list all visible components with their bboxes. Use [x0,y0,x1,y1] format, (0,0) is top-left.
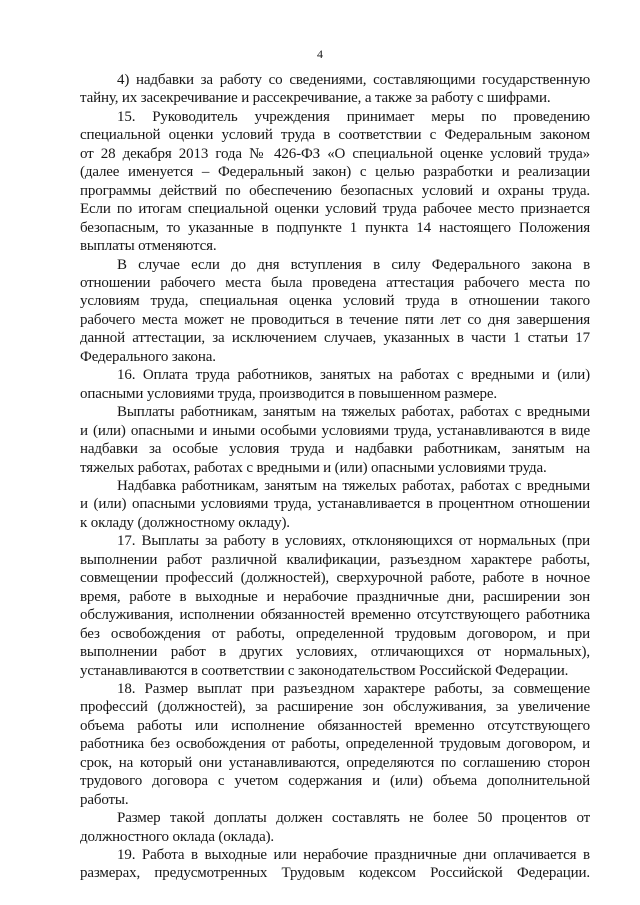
text-line: совмещении профессий (должностей), сверхурочной работе, работе в ночное [80,570,590,587]
text-line: надбавки за особые условия труда и надбавки работникам, занятым на [80,441,590,458]
text-line: данной аттестации, за исключением случаев, указанных в части 1 статьи 17 [80,330,590,347]
text-line: от 28 декабря 2013 года № 426-ФЗ «О специальной оценке условий труда» [80,145,590,162]
text-line: условиям труда, специальная оценка условий труда в отношении такого [80,293,590,310]
text-line: трудового договора с учетом содержания и (или) объема дополнительной [80,773,590,790]
text-line: устанавливаются в соответствии с законодательством Российской Федерации. [80,662,569,679]
text-line: 16. Оплата труда работников, занятых на работах с вредными и (или) [117,367,590,384]
text-line: и (или) опасными и иными особыми условиями труда, устанавливаются в виде [80,422,590,439]
text-line: обслуживания, исполнении обязанностей временно отсутствующего работника [80,607,590,624]
text-line: рабочего места может не проводиться в течение пяти лет со дня завершения [80,311,590,328]
text-line: работы. [80,791,129,808]
text-line: Выплаты работникам, занятым на тяжелых работах, работах с вредными [117,404,590,421]
text-line: и (или) опасными условиями труда, устанавливается в процентном отношении [80,496,590,513]
text-line: размерах, предусмотренных Трудовым кодексом Российской Федерации. [80,865,590,882]
text-line: 4) надбавки за работу со сведениями, составляющими государственную [117,72,590,88]
text-line: 19. Работа в выходные или нерабочие праздничные дни оплачивается в [117,847,590,864]
text-line: профессий (должностей), за расширение зон обслуживания, за увеличение [80,699,590,716]
text-line: объема работы или исполнение обязанностей временно отсутствующего [80,717,590,734]
page-number: 4 [317,47,323,61]
text-line: выполнении работ в других условиях, отличающихся от нормальных), [80,644,590,661]
text-line: без освобождения от работы, определенной трудовым договором, и при [80,625,590,642]
text-line: тяжелых работах, работах с вредными и (или) опасными условиями труда. [80,459,547,476]
text-line: (далее именуется – Федеральный закон) с целью разработки и реализации [80,164,590,181]
text-line: к окладу (должностному окладу). [80,514,290,531]
text-line: 17. Выплаты за работу в условиях, отклоняющихся от нормальных (при [117,533,590,550]
text-line: должностного оклада (оклада). [80,828,275,845]
document-body [80,71,590,883]
text-line: 15. Руководитель учреждения принимает меры по проведению [117,108,590,125]
text-line: опасными условиями труда, производится в повышенном размере. [80,385,497,402]
text-line: срок, на который они устанавливаются, определяются по соглашению сторон [80,754,590,771]
text-line: 18. Размер выплат при разъездном характере работы, за совмещение [117,680,590,697]
text-line: Если по итогам специальной оценки условий труда рабочее место признается [80,201,590,218]
text-line: выполнении работ различной квалификации, разъездном характере работы, [80,551,590,568]
text-line: тайну, их засекречивание и рассекречивание, а также за работу с шифрами. [80,90,551,107]
text-line: выплаты отменяются. [80,238,217,255]
text-line: специальной оценки условий труда в соответствии с Федеральным законом [80,127,590,144]
text-line: программы действий по обеспечению безопасных условий и охраны труда. [80,182,590,199]
text-line: Надбавка работникам, занятым на тяжелых работах, работах с вредными [117,477,590,494]
text-line: время, работе в выходные и нерабочие праздничные дни, расширении зон [80,588,590,605]
text-line: Размер такой доплаты должен составлять не более 50 процентов от [117,810,590,827]
text-line: отношении рабочего места была проведена аттестация рабочего места по [80,274,590,291]
text-line: работника без освобождения от работы, определенной трудовым договором, и [80,736,590,753]
text-line: безопасным, то указанные в подпункте 1 пункта 14 настоящего Положения [80,219,590,236]
text-line: Федерального закона. [80,348,216,365]
text-line: В случае если до дня вступления в силу Федерального закона в [117,256,590,273]
